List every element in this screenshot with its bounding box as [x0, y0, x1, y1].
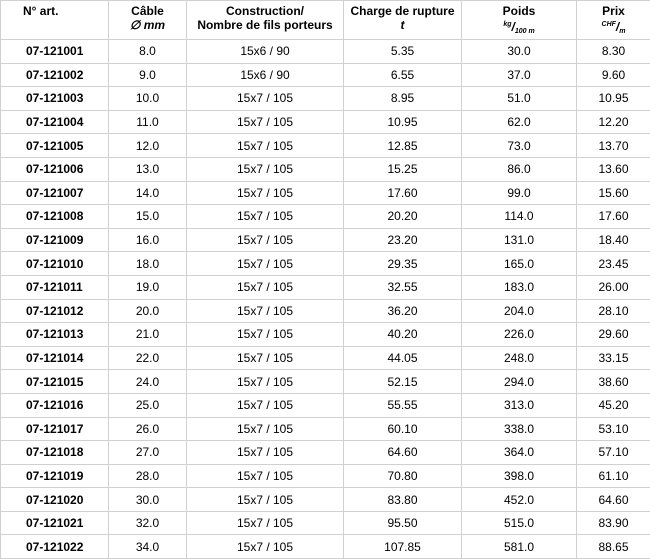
cell-charge: 44.05 [344, 346, 462, 370]
header-cable-unit: ∅ mm [130, 18, 165, 32]
table-row [1, 205, 650, 229]
cell-charge: 70.80 [344, 464, 462, 488]
cell-art: 07-121004 [1, 110, 109, 134]
cell-charge: 107.85 [344, 535, 462, 559]
cell-construction: 15x7 / 105 [187, 205, 344, 229]
cell-art: 07-121005 [1, 134, 109, 158]
cell-construction: 15x7 / 105 [187, 441, 344, 465]
cell-cable: 9.0 [109, 63, 187, 87]
table-row [1, 40, 650, 64]
cell-cable: 34.0 [109, 535, 187, 559]
cell-poids: 51.0 [462, 87, 577, 111]
cell-cable: 27.0 [109, 441, 187, 465]
cell-art: 07-121013 [1, 323, 109, 347]
cell-art: 07-121006 [1, 157, 109, 181]
cell-prix: 28.10 [577, 299, 650, 323]
table-row [1, 417, 650, 441]
table-row [1, 134, 650, 158]
cell-construction: 15x7 / 105 [187, 488, 344, 512]
cell-poids: 165.0 [462, 252, 577, 276]
cell-charge: 64.60 [344, 441, 462, 465]
cell-construction: 15x7 / 105 [187, 417, 344, 441]
cell-construction: 15x7 / 105 [187, 181, 344, 205]
header-poids-unit-den: 100 m [515, 28, 535, 35]
header-construction-line2: Nombre de fils porteurs [197, 18, 332, 32]
cell-charge: 17.60 [344, 181, 462, 205]
cell-poids: 99.0 [462, 181, 577, 205]
header-cable [109, 1, 187, 40]
cell-poids: 313.0 [462, 393, 577, 417]
cell-charge: 10.95 [344, 110, 462, 134]
cell-poids: 37.0 [462, 63, 577, 87]
cell-art: 07-121018 [1, 441, 109, 465]
cell-cable: 26.0 [109, 417, 187, 441]
cell-art: 07-121015 [1, 370, 109, 394]
cell-charge: 6.55 [344, 63, 462, 87]
cell-cable: 12.0 [109, 134, 187, 158]
cell-construction: 15x7 / 105 [187, 370, 344, 394]
cell-art: 07-121020 [1, 488, 109, 512]
cell-construction: 15x7 / 105 [187, 511, 344, 535]
cell-poids: 398.0 [462, 464, 577, 488]
cell-construction: 15x7 / 105 [187, 87, 344, 111]
cell-art: 07-121021 [1, 511, 109, 535]
cell-prix: 18.40 [577, 228, 650, 252]
cell-art: 07-121008 [1, 205, 109, 229]
cell-cable: 14.0 [109, 181, 187, 205]
header-prix: Prix $^{CHF}/_m$ [577, 1, 650, 40]
cell-art: 07-121017 [1, 417, 109, 441]
cell-poids: 226.0 [462, 323, 577, 347]
table-row [1, 228, 650, 252]
cell-poids: 30.0 [462, 40, 577, 64]
cell-prix: 9.60 [577, 63, 650, 87]
cell-cable: 30.0 [109, 488, 187, 512]
cell-construction: 15x7 / 105 [187, 228, 344, 252]
cell-art: 07-121001 [1, 40, 109, 64]
table-row [1, 275, 650, 299]
cell-charge: 15.25 [344, 157, 462, 181]
cell-construction: 15x7 / 105 [187, 535, 344, 559]
cell-prix: 15.60 [577, 181, 650, 205]
cell-prix: 23.45 [577, 252, 650, 276]
cell-cable: 20.0 [109, 299, 187, 323]
cell-charge: 29.35 [344, 252, 462, 276]
header-charge-unit: t [401, 18, 405, 32]
header-art: N° art. [1, 1, 109, 40]
cell-poids: 515.0 [462, 511, 577, 535]
cell-cable: 10.0 [109, 87, 187, 111]
cell-poids: 114.0 [462, 205, 577, 229]
cell-poids: 204.0 [462, 299, 577, 323]
cell-cable: 32.0 [109, 511, 187, 535]
cell-prix: 13.60 [577, 157, 650, 181]
cell-charge: 55.55 [344, 393, 462, 417]
cell-charge: 32.55 [344, 275, 462, 299]
cell-construction: 15x7 / 105 [187, 393, 344, 417]
header-prix-label: Prix [602, 4, 625, 18]
header-charge [344, 1, 462, 40]
header-construction-line1: Construction/ [226, 4, 304, 18]
header-prix-unit-num: CHF [602, 21, 616, 28]
cell-poids: 183.0 [462, 275, 577, 299]
cell-prix: 17.60 [577, 205, 650, 229]
cell-charge: 52.15 [344, 370, 462, 394]
table-row [1, 535, 650, 559]
cell-charge: 36.20 [344, 299, 462, 323]
cell-art: 07-121016 [1, 393, 109, 417]
cell-cable: 13.0 [109, 157, 187, 181]
header-construction [187, 1, 344, 40]
table-row [1, 488, 650, 512]
cell-cable: 15.0 [109, 205, 187, 229]
cell-poids: 248.0 [462, 346, 577, 370]
table-row [1, 464, 650, 488]
cell-prix: 88.65 [577, 535, 650, 559]
cell-art: 07-121019 [1, 464, 109, 488]
cell-charge: 60.10 [344, 417, 462, 441]
cell-poids: 62.0 [462, 110, 577, 134]
cell-prix: 57.10 [577, 441, 650, 465]
header-cable-label: Câble [131, 4, 164, 18]
cell-prix: 64.60 [577, 488, 650, 512]
cell-cable: 8.0 [109, 40, 187, 64]
table-row [1, 441, 650, 465]
cell-prix: 8.30 [577, 40, 650, 64]
cell-construction: 15x7 / 105 [187, 110, 344, 134]
cell-prix: 26.00 [577, 275, 650, 299]
cell-prix: 10.95 [577, 87, 650, 111]
cell-construction: 15x7 / 105 [187, 299, 344, 323]
header-row [1, 1, 650, 40]
table-row [1, 393, 650, 417]
cell-charge: 12.85 [344, 134, 462, 158]
header-poids-label: Poids [503, 4, 536, 18]
table-row [1, 63, 650, 87]
cell-prix: 61.10 [577, 464, 650, 488]
cell-construction: 15x7 / 105 [187, 134, 344, 158]
header-prix-unit-den: m [619, 28, 625, 35]
cell-poids: 131.0 [462, 228, 577, 252]
cell-poids: 338.0 [462, 417, 577, 441]
header-charge-label: Charge de rupture [350, 4, 454, 18]
cell-charge: 8.95 [344, 87, 462, 111]
table-row [1, 346, 650, 370]
cell-poids: 73.0 [462, 134, 577, 158]
cell-cable: 11.0 [109, 110, 187, 134]
cell-art: 07-121012 [1, 299, 109, 323]
cell-charge: 95.50 [344, 511, 462, 535]
cell-cable: 24.0 [109, 370, 187, 394]
cell-charge: 40.20 [344, 323, 462, 347]
header-poids: Poids $^{kg}/_{100 m}$ [462, 1, 577, 40]
cell-construction: 15x7 / 105 [187, 275, 344, 299]
cell-prix: 83.90 [577, 511, 650, 535]
cell-prix: 45.20 [577, 393, 650, 417]
cell-construction: 15x7 / 105 [187, 346, 344, 370]
cell-art: 07-121003 [1, 87, 109, 111]
cell-art: 07-121009 [1, 228, 109, 252]
cell-poids: 294.0 [462, 370, 577, 394]
table-row [1, 157, 650, 181]
cell-prix: 29.60 [577, 323, 650, 347]
cell-charge: 5.35 [344, 40, 462, 64]
cell-construction: 15x7 / 105 [187, 323, 344, 347]
cell-poids: 581.0 [462, 535, 577, 559]
cell-prix: 38.60 [577, 370, 650, 394]
cell-cable: 25.0 [109, 393, 187, 417]
cell-cable: 16.0 [109, 228, 187, 252]
cell-poids: 86.0 [462, 157, 577, 181]
cell-prix: 33.15 [577, 346, 650, 370]
cell-charge: 23.20 [344, 228, 462, 252]
cell-construction: 15x6 / 90 [187, 40, 344, 64]
cell-cable: 28.0 [109, 464, 187, 488]
cell-cable: 22.0 [109, 346, 187, 370]
cell-poids: 452.0 [462, 488, 577, 512]
cell-art: 07-121010 [1, 252, 109, 276]
cell-art: 07-121002 [1, 63, 109, 87]
cell-art: 07-121011 [1, 275, 109, 299]
cell-art: 07-121007 [1, 181, 109, 205]
cell-cable: 18.0 [109, 252, 187, 276]
cell-prix: 13.70 [577, 134, 650, 158]
table-row [1, 299, 650, 323]
table-row [1, 511, 650, 535]
table-row [1, 252, 650, 276]
table-row [1, 87, 650, 111]
table-row [1, 323, 650, 347]
table-row [1, 181, 650, 205]
cell-art: 07-121014 [1, 346, 109, 370]
cell-construction: 15x7 / 105 [187, 157, 344, 181]
table-row [1, 110, 650, 134]
cell-construction: 15x7 / 105 [187, 464, 344, 488]
cell-charge: 20.20 [344, 205, 462, 229]
cell-prix: 12.20 [577, 110, 650, 134]
header-poids-unit-num: kg [503, 21, 511, 28]
table-row [1, 370, 650, 394]
cell-construction: 15x7 / 105 [187, 252, 344, 276]
cell-prix: 53.10 [577, 417, 650, 441]
cell-cable: 19.0 [109, 275, 187, 299]
cell-charge: 83.80 [344, 488, 462, 512]
cell-art: 07-121022 [1, 535, 109, 559]
cell-poids: 364.0 [462, 441, 577, 465]
cell-cable: 21.0 [109, 323, 187, 347]
cell-construction: 15x6 / 90 [187, 63, 344, 87]
